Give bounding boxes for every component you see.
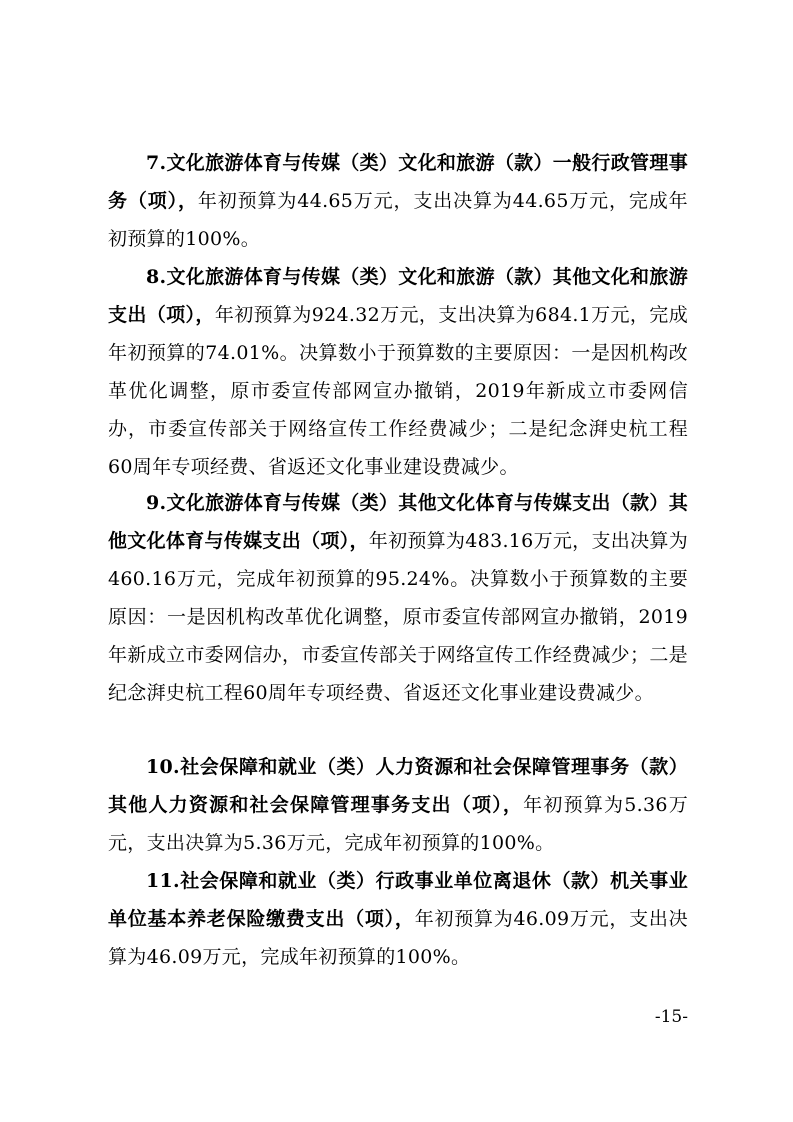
paragraph-item-11 (108, 862, 688, 976)
paragraph-heading: 10.社会保障和就业（类）人力资源和社会保障管理事务（款）其他人力资源和社会保障管理事务支出（项）， (108, 756, 688, 816)
paragraph-heading: 9.文化旅游体育与传媒（类）其他文化体育与传媒支出（款）其他文化体育与传媒支出（项）， (108, 492, 688, 552)
paragraph-body: 年初预算为5.36万元，支出决算为5.36万元，完成年初预算的100%。 (108, 794, 688, 854)
paragraph-body: 年初预算为44.65万元，支出决算为44.65万元，完成年初预算的100%。 (108, 190, 688, 250)
page-number: -15- (654, 1007, 688, 1027)
paragraph-body: 年初预算为924.32万元，支出决算为684.1万元，完成年初预算的74.01%。决算数小于预算数的主要原因：一是因机构改革优化调整，原市委宣传部网宣办撤销，2019年新成立市委网信办，市委宣传部关于网络宣传工作经费减少；二是纪念湃史杭工程60周年专项经费、省返还文化事业建设费减少。 (108, 304, 688, 478)
paragraph-item-7 (108, 144, 688, 258)
paragraph-item-9 (108, 484, 688, 712)
paragraph-heading: 7.文化旅游体育与传媒（类）文化和旅游（款）一般行政管理事务（项）， (108, 152, 688, 212)
paragraph-body: 年初预算为46.09万元，支出决算为46.09万元，完成年初预算的100%。 (108, 908, 688, 968)
paragraph-heading: 11.社会保障和就业（类）行政事业单位离退休（款）机关事业单位基本养老保险缴费支出（项）， (108, 870, 688, 930)
paragraph-heading: 8.文化旅游体育与传媒（类）文化和旅游（款）其他文化和旅游支出（项）， (108, 266, 688, 326)
paragraph-body: 年初预算为483.16万元，支出决算为460.16万元，完成年初预算的95.24%。决算数小于预算数的主要原因：一是因机构改革优化调整，原市委宣传部网宣办撤销，2019年新成立市委网信办，市委宣传部关于网络宣传工作经费减少；二是纪念湃史杭工程60周年专项经费、省返还文化事业建设费减少。 (108, 530, 689, 704)
paragraph-item-8 (108, 258, 688, 486)
paragraph-item-10 (108, 748, 688, 862)
